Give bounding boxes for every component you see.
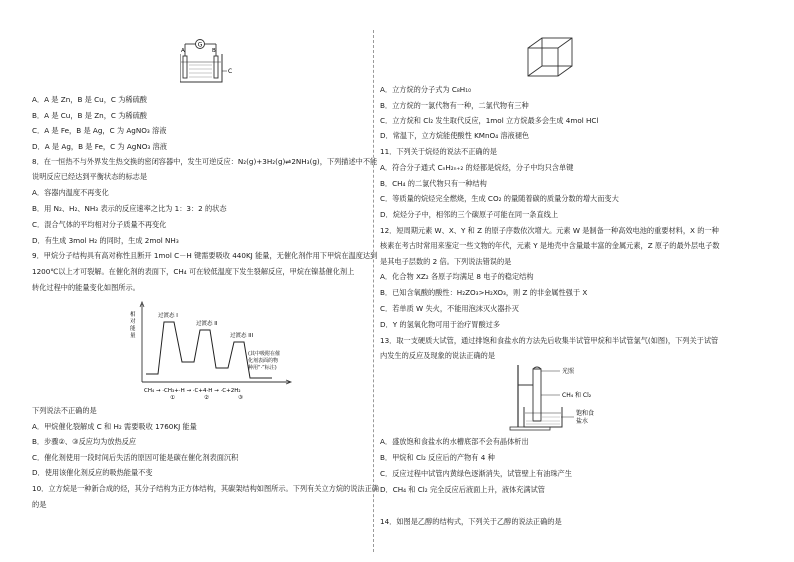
ts2-label: 过渡态 II	[196, 321, 218, 327]
q9-stem-line-3: 转化过程中的能量变化如图所示。	[32, 283, 140, 292]
q8-stem-line-1: 8．在一恒热不与外界发生热交换的密闭容器中，发生可逆反应：N₂(g)+3H₂(g)⇌2NH₃(g)，下列描述中不能	[32, 157, 378, 166]
q11-option-d: D．烷烃分子中，相邻的三个碳原子可能在同一条直线上	[380, 210, 559, 219]
q11-option-b: B．CH₄ 的二氯代物只有一种结构	[380, 179, 487, 188]
light-label: 光照	[562, 368, 575, 375]
energy-axis-label-4: 量	[130, 333, 136, 339]
catalyst-note-line-3: 种用“·”标注)	[248, 365, 277, 371]
q7-option-d: D．A 是 Ag，B 是 Fe，C 为 AgNO₃ 溶液	[32, 142, 167, 151]
q9-question: 下列说法不正确的是	[32, 406, 97, 415]
brine-label-2: 盐水	[576, 418, 589, 425]
q11-stem: 11．下列关于烷烃的说法不正确的是	[380, 147, 497, 156]
energy-axis-label-1: 相	[130, 312, 136, 318]
column-divider	[373, 30, 374, 552]
x-axis-species: CH₄ → ·CH₃+·H → ·C+4·H → ·C+2H₂	[144, 388, 241, 394]
q8-option-c: C．混合气体的平均相对分子质量不再变化	[32, 220, 167, 229]
step-2-label: ②	[204, 395, 209, 400]
energy-axis-label-2: 对	[130, 319, 136, 325]
galvanometer-label: G	[197, 41, 203, 49]
step-3-label: ③	[238, 395, 243, 400]
q13-option-a: A．盛放饱和食盐水的水槽底部不会有晶体析出	[380, 437, 529, 446]
electrode-a-label: A	[181, 48, 185, 54]
q9-option-b: B．步骤②、③反应均为放热反应	[32, 437, 137, 446]
q13-stem-line-1: 13．取一支硬质大试管，通过排饱和食盐水的方法先后收集半试管甲烷和半试管氯气(如图)，下列关于试管	[380, 336, 719, 345]
q14-stem: 14．如图是乙醇的结构式，下列关于乙醇的说法正确的是	[380, 517, 562, 526]
q13-stem-line-2: 内发生的反应及现象的说法正确的是	[380, 351, 496, 360]
ts3-label: 过渡态 III	[230, 333, 254, 339]
q13-option-d: D．CH₄ 和 Cl₂ 完全反应后液面上升，液体充满试管	[380, 485, 545, 494]
q12-option-c: C．若单质 W 失火，不能用泡沫灭火器扑灭	[380, 304, 519, 313]
q10-stem-line-2: 的是	[32, 500, 47, 509]
solution-c-label: C	[228, 68, 233, 75]
q12-option-a: A．化合物 XZ₂ 各原子均满足 8 电子的稳定结构	[380, 272, 534, 281]
step-1-label: ①	[170, 395, 175, 400]
q12-stem-line-1: 12．短周期元素 W、X、Y 和 Z 的原子序数依次增大。元素 W 是制备一种高效电池的重要材料，X 的一种	[380, 226, 719, 235]
q8-option-d: D．有生成 3mol H₂ 的同时，生成 2mol NH₃	[32, 236, 179, 245]
q12-stem-line-3: 是其电子层数的 2 倍。下列说法错误的是	[380, 257, 512, 266]
q11-option-c: C．等质量的烷烃完全燃烧，生成 CO₂ 的量随着碳的质量分数的增大而变大	[380, 194, 619, 203]
q8-stem-line-2: 说明反应已经达到平衡状态的标志是	[32, 172, 148, 181]
q8-option-a: A．容器内温度不再变化	[32, 188, 109, 197]
q9-option-c: C．催化剂使用一段时间后失活的原因可能是碳在催化剂表面沉积	[32, 453, 239, 462]
energy-axis-label-3: 能	[130, 326, 136, 332]
q7-option-c: C．A 是 Fe，B 是 Ag，C 为 AgNO₃ 溶液	[32, 126, 167, 135]
q7-option-a: A．A 是 Zn，B 是 Cu，C 为稀硫酸	[32, 95, 147, 104]
catalyst-note-line-1: (其中吸附在催	[248, 351, 280, 357]
q9-option-a: A．甲烷催化裂解成 C 和 H₂ 需要吸收 1760KJ 能量	[32, 422, 197, 431]
left-column	[32, 0, 379, 562]
q13-option-c: C．反应过程中试管内黄绿色逐渐消失，试管壁上有油珠产生	[380, 469, 572, 478]
catalyst-note-line-2: 化剂表面的物	[248, 358, 279, 364]
test-tube-apparatus-figure	[504, 363, 634, 433]
q8-option-b: B．用 N₂、H₂、NH₃ 表示的反应速率之比为 1：3：2 的状态	[32, 204, 227, 213]
q7-option-b: B．A 是 Cu，B 是 Zn，C 为稀硫酸	[32, 111, 147, 120]
gas-mixture-label: CH₄ 和 Cl₂	[562, 392, 592, 399]
q9-stem-line-1: 9．甲烷分子结构具有高对称性且断开 1mol C－H 键需要吸收 440KJ 能量，无催化剂作用下甲烷在温度达到	[32, 251, 378, 260]
q12-option-d: D．Y 的氢氧化物可用于治疗胃酸过多	[380, 320, 501, 329]
energy-profile-figure	[130, 300, 300, 400]
q9-option-d: D．使用该催化剂反应的吸热能量不变	[32, 468, 153, 477]
right-column	[380, 0, 762, 562]
q9-stem-line-2: 1200℃以上才可裂解。在催化剂的表面下，CH₄ 可在较低温度下发生裂解反应，甲烷在镍基催化剂上	[32, 267, 355, 276]
brine-label-1: 饱和食	[576, 410, 595, 417]
q10-option-b: B．立方烷的一氯代物有一种，二氯代物有三种	[380, 101, 529, 110]
q12-stem-line-2: 核素在考古时常用来鉴定一些文物的年代，元素 Y 是地壳中含量最丰富的金属元素，Z 原子的最外层电子数	[380, 241, 720, 250]
q10-option-c: C．立方烷和 Cl₂ 发生取代反应，1mol 立方烷最多会生成 4mol HCl	[380, 116, 599, 125]
q10-option-a: A．立方烷的分子式为 C₈H₁₀	[380, 85, 471, 94]
q11-option-a: A．符合分子通式 CₙH₂ₙ₊₂ 的烃都是烷烃，分子中均只含单键	[380, 163, 574, 172]
q13-option-b: B．甲烷和 Cl₂ 反应后的产物有 4 种	[380, 453, 495, 462]
cubane-figure	[526, 36, 578, 78]
ts1-label: 过渡态 I	[158, 313, 178, 319]
galvanic-cell-figure	[180, 38, 236, 84]
electrode-b-label: B	[212, 48, 216, 54]
q12-option-b: B．已知含氧酸的酸性：H₂ZO₃>H₂XO₃，则 Z 的非金属性强于 X	[380, 288, 588, 297]
q10-option-d: D．常温下，立方烷能使酸性 KMnO₄ 溶液褪色	[380, 131, 530, 140]
q10-stem-line-1: 10．立方烷是一种新合成的烃，其分子结构为正方体结构，其碳架结构如图所示。下列有关立方烷的说法正确	[32, 484, 379, 493]
